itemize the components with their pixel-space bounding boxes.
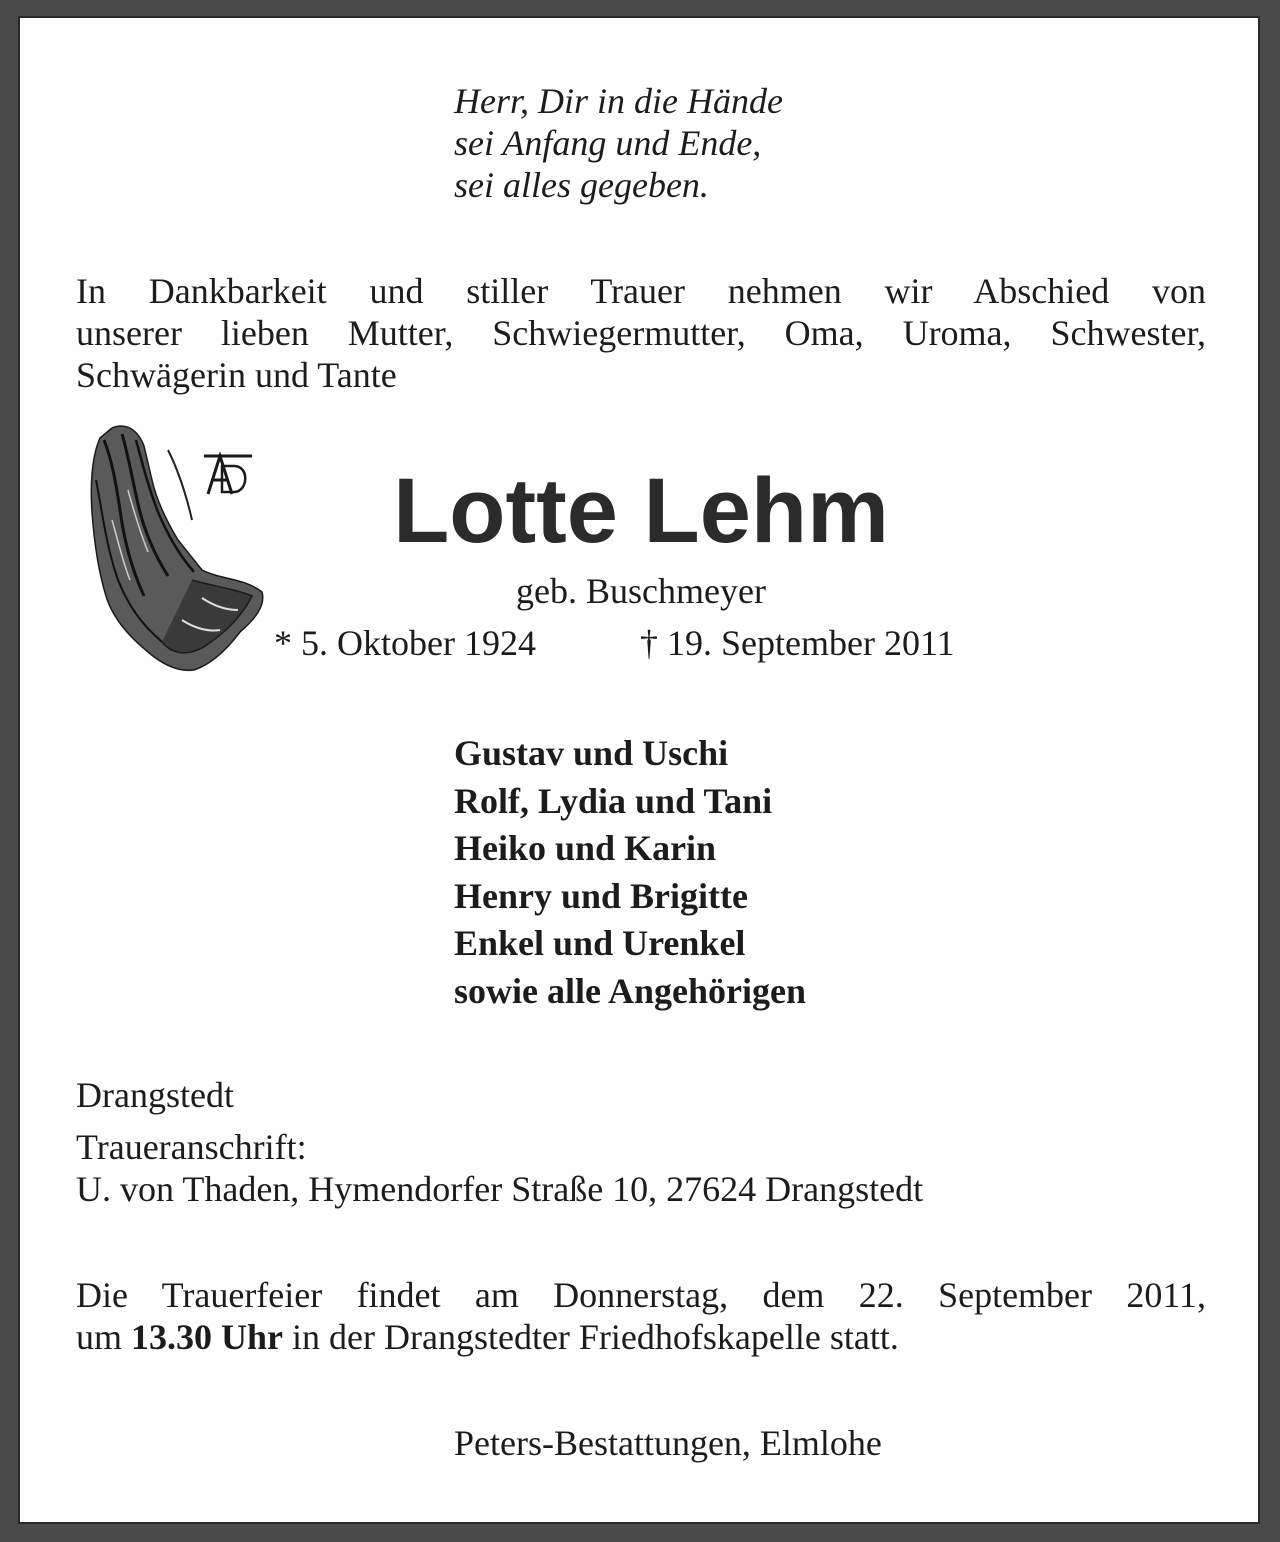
mourner-line: Gustav und Uschi	[454, 733, 729, 773]
place-name: Drangstedt	[76, 1075, 234, 1115]
ceremony-line: um 13.30 Uhr in der Drangstedter Friedhofskapelle statt.	[76, 1317, 899, 1357]
ceremony-line: Die Trauerfeier findet am Donnerstag, dem 22. September 2011,	[76, 1275, 1206, 1315]
intro-line: In Dankbarkeit und stiller Trauer nehmen wir Abschied von	[76, 271, 1206, 311]
mourner-line: sowie alle Angehörigen	[454, 970, 806, 1011]
ceremony-text	[76, 1274, 1206, 1358]
intro-text	[76, 270, 1206, 396]
intro-line: Schwägerin und Tante	[76, 355, 397, 395]
address-label: Traueranschrift:	[76, 1127, 307, 1167]
motto-line: sei alles gegeben.	[454, 165, 709, 205]
motto-line: sei Anfang und Ende,	[454, 123, 762, 163]
motto-line: Herr, Dir in die Hände	[454, 81, 783, 121]
address-value: U. von Thaden, Hymendorfer Straße 10, 27624 Drangstedt	[76, 1169, 924, 1209]
birth-date: * 5. Oktober 1924	[274, 623, 536, 663]
undertaker-name: Peters-Bestattungen, Elmlohe	[454, 1423, 882, 1463]
mourner-line: Henry und Brigitte	[454, 875, 748, 916]
mourner-line: Enkel und Urenkel	[454, 923, 746, 963]
intro-line: unserer lieben Mutter, Schwiegermutter, Oma, Uroma, Schwester,	[76, 313, 1206, 353]
mourners-list	[454, 730, 806, 1015]
mourner-line: Rolf, Lydia und Tani	[454, 780, 773, 821]
obituary-notice	[18, 16, 1260, 1524]
deceased-name: Lotte Lehm	[393, 460, 889, 562]
death-date: † 19. September 2011	[640, 623, 955, 663]
mourner-line: Heiko und Karin	[454, 828, 717, 868]
maiden-name: geb. Buschmeyer	[516, 571, 766, 611]
ceremony-time: 13.30 Uhr	[131, 1317, 284, 1357]
motto-verse	[454, 80, 783, 206]
